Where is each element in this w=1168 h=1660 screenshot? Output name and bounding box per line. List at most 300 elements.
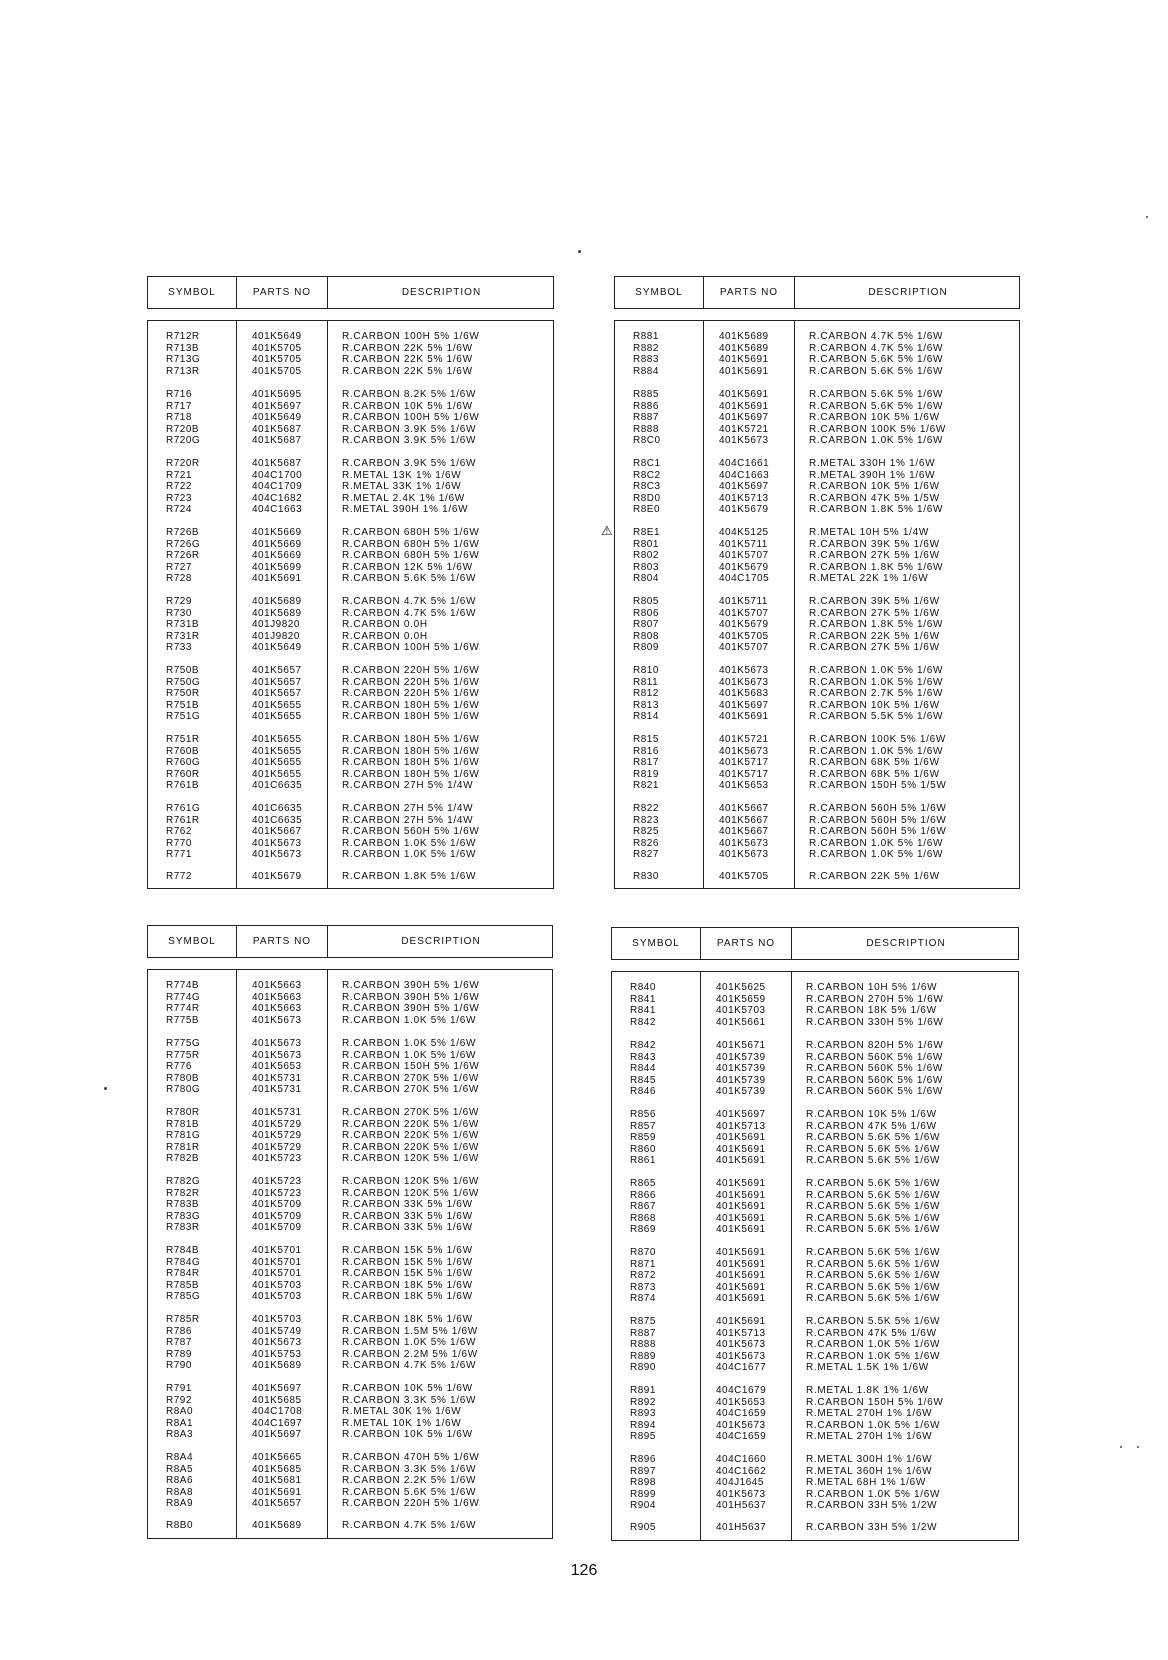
- table-cell-symbol: R885: [633, 389, 659, 400]
- table-cell-description: R.CARBON 18K 5% 1/6W: [342, 1279, 473, 1291]
- table-cell-symbol: R810: [633, 665, 659, 676]
- table-cell-parts-no: 401K5649: [252, 642, 302, 654]
- table-cell-description: R.CARBON 1.0K 5% 1/6W: [809, 745, 944, 757]
- table-row: [148, 711, 553, 723]
- table-row: [615, 562, 1019, 574]
- table-cell-description: R.CARBON 270H 5% 1/6W: [806, 993, 944, 1005]
- table-row: [615, 849, 1019, 861]
- table-cell-description: R.CARBON 5.5K 5% 1/6W: [806, 1316, 941, 1327]
- table-cell-parts-no: 401K5691: [716, 1155, 766, 1167]
- table-row: [148, 631, 553, 643]
- table-row: [148, 366, 553, 378]
- table-row: [148, 424, 553, 436]
- table-cell-symbol: R816: [633, 745, 659, 757]
- table-cell-parts-no: 401K5691: [719, 400, 769, 412]
- table-row: [148, 769, 553, 781]
- table-cell-parts-no: 401K5685: [252, 1463, 302, 1475]
- table-cell-description: R.CARBON 560K 5% 1/6W: [806, 1063, 943, 1075]
- table-row: [148, 1418, 552, 1430]
- table-cell-symbol: R785R: [166, 1314, 200, 1325]
- table-cell-symbol: R717: [166, 400, 192, 412]
- table-cell-description: R.CARBON 180H 5% 1/6W: [342, 699, 480, 711]
- table-cell-parts-no: 401K5657: [252, 1498, 302, 1510]
- table-cell-parts-no: 401K5697: [716, 1109, 766, 1120]
- table-cell-symbol: R884: [633, 365, 659, 377]
- table-cell-description: R.CARBON 27K 5% 1/6W: [809, 607, 940, 619]
- table-row: [612, 1155, 1018, 1167]
- table-cell-symbol: R726B: [166, 527, 200, 538]
- table-cell-description: R.METAL 13K 1% 1/6W: [342, 469, 462, 481]
- table-cell-description: R.CARBON 3.9K 5% 1/6W: [342, 423, 477, 435]
- table-cell-description: R.CARBON 5.6K 5% 1/6W: [806, 1189, 941, 1201]
- table-cell-description: R.CARBON 3.3K 5% 1/6W: [342, 1463, 477, 1475]
- table-cell-symbol: R819: [633, 768, 659, 780]
- table-row: [148, 1349, 552, 1361]
- table-cell-symbol: R8B0: [166, 1520, 194, 1531]
- table-row: [612, 1270, 1018, 1282]
- header-symbol: SYMBOL: [168, 936, 216, 947]
- table-row: [148, 435, 553, 447]
- table-cell-description: R.CARBON 5.5K 5% 1/6W: [809, 711, 944, 723]
- table-cell-parts-no: 401K5673: [716, 1350, 766, 1362]
- table-cell-symbol: R894: [630, 1419, 656, 1431]
- table-header: [611, 927, 1019, 960]
- table-cell-symbol: R726R: [166, 550, 200, 562]
- table-row: [612, 1178, 1018, 1190]
- table-row: [148, 1061, 552, 1073]
- table-cell-symbol: R857: [630, 1120, 656, 1132]
- table-row: [148, 642, 553, 654]
- table-row: [148, 619, 553, 631]
- table-cell-description: R.CARBON 33K 5% 1/6W: [342, 1199, 473, 1211]
- table-cell-symbol: R784B: [166, 1245, 200, 1256]
- header-parts-no: PARTS NO: [703, 277, 794, 308]
- table-cell-symbol: R802: [633, 550, 659, 562]
- table-cell-description: R.CARBON 180H 5% 1/6W: [342, 734, 480, 745]
- table-row: [615, 401, 1019, 413]
- table-cell-symbol: R826: [633, 837, 659, 849]
- table-cell-description: R.METAL 330H 1% 1/6W: [809, 458, 936, 469]
- table-row: [148, 1326, 552, 1338]
- table-cell-symbol: R840: [630, 982, 656, 993]
- table-cell-parts-no: 401K5729: [252, 1141, 302, 1153]
- table-row: [148, 1487, 552, 1499]
- table-row: [148, 401, 553, 413]
- table-cell-parts-no: 401K5721: [719, 423, 769, 435]
- table-cell-description: R.CARBON 150H 5% 1/6W: [806, 1396, 944, 1408]
- table-row: [612, 1500, 1018, 1512]
- table-cell-description: R.CARBON 220K 5% 1/6W: [342, 1141, 479, 1153]
- table-cell-parts-no: 401K5691: [716, 1258, 766, 1270]
- table-cell-parts-no: 401K5681: [252, 1475, 302, 1487]
- table-cell-parts-no: 401K5667: [719, 826, 769, 838]
- table-cell-parts-no: 401K5679: [719, 561, 769, 573]
- table-cell-description: R.CARBON 18K 5% 1/6W: [342, 1314, 473, 1325]
- table-cell-symbol: R8D0: [633, 492, 661, 504]
- table-cell-symbol: R784G: [166, 1256, 201, 1268]
- table-cell-symbol: R783B: [166, 1199, 200, 1211]
- table-row: [148, 331, 553, 343]
- table-body: [601, 320, 1020, 889]
- table-cell-parts-no: 401K5691: [252, 1486, 302, 1498]
- table-cell-description: R.CARBON 10K 5% 1/6W: [809, 699, 940, 711]
- table-cell-symbol: R865: [630, 1178, 656, 1189]
- table-header: [147, 925, 553, 958]
- table-cell-description: R.CARBON 10K 5% 1/6W: [809, 481, 940, 493]
- table-cell-symbol: R726G: [166, 538, 201, 550]
- table-cell-symbol: R895: [630, 1431, 656, 1443]
- table-cell-parts-no: 401K5657: [252, 665, 302, 676]
- table-cell-symbol: R890: [630, 1362, 656, 1374]
- table-row: [148, 354, 553, 366]
- table-cell-parts-no: 401K5723: [252, 1187, 302, 1199]
- table-cell-description: R.CARBON 820H 5% 1/6W: [806, 1040, 944, 1051]
- table-cell-description: R.CARBON 1.0K 5% 1/6W: [342, 849, 477, 861]
- table-cell-parts-no: 401H5637: [716, 1522, 767, 1533]
- table-cell-parts-no: 404C1662: [716, 1465, 767, 1477]
- table-row: [615, 481, 1019, 493]
- table-row: [148, 1498, 552, 1510]
- table-cell-symbol: R897: [630, 1465, 656, 1477]
- table-row: [615, 539, 1019, 551]
- table-cell-parts-no: 401K5673: [252, 837, 302, 849]
- table-cell-symbol: R843: [630, 1051, 656, 1063]
- table-cell-description: R.CARBON 27H 5% 1/4W: [342, 803, 474, 814]
- table-cell-parts-no: 401K5739: [716, 1086, 766, 1098]
- table-cell-parts-no: 401K5701: [252, 1245, 302, 1256]
- table-cell-symbol: R780B: [166, 1072, 200, 1084]
- table-cell-symbol: R783G: [166, 1210, 201, 1222]
- table-cell-parts-no: 401K5729: [252, 1118, 302, 1130]
- table-cell-description: R.CARBON 47K 5% 1/6W: [806, 1120, 937, 1132]
- table-cell-symbol: R781B: [166, 1118, 200, 1130]
- table-cell-symbol: R729: [166, 596, 192, 607]
- table-cell-description: R.CARBON 2.2K 5% 1/6W: [342, 1475, 477, 1487]
- table-cell-symbol: R8A1: [166, 1417, 194, 1429]
- table-cell-symbol: R8C2: [633, 469, 661, 481]
- table-cell-parts-no: 401K5659: [716, 993, 766, 1005]
- table-cell-description: R.METAL 300H 1% 1/6W: [806, 1454, 933, 1465]
- table-cell-description: R.CARBON 5.6K 5% 1/6W: [806, 1178, 941, 1189]
- table-cell-description: R.CARBON 220H 5% 1/6W: [342, 665, 480, 676]
- table-row: [148, 1520, 552, 1532]
- table-cell-symbol: R871: [630, 1258, 656, 1270]
- table-cell-description: R.CARBON 390H 5% 1/6W: [342, 991, 480, 1003]
- table-cell-parts-no: 401K5691: [719, 354, 769, 366]
- table-cell-parts-no: 401K5705: [252, 342, 302, 354]
- table-cell-symbol: R775R: [166, 1049, 200, 1061]
- table-cell-parts-no: 401K5691: [716, 1212, 766, 1224]
- table-cell-symbol: R760G: [166, 757, 201, 769]
- table-cell-description: R.CARBON 1.0K 5% 1/6W: [342, 1014, 477, 1026]
- table-cell-symbol: R804: [633, 573, 659, 585]
- table-cell-description: R.CARBON 270K 5% 1/6W: [342, 1107, 479, 1118]
- table-row: [612, 1282, 1018, 1294]
- table-cell-description: R.CARBON 220K 5% 1/6W: [342, 1118, 479, 1130]
- table-cell-parts-no: 401K5671: [716, 1040, 766, 1051]
- table-row: [148, 1257, 552, 1269]
- table-cell-parts-no: 401K5687: [252, 435, 302, 447]
- table-cell-description: R.CARBON 5.6K 5% 1/6W: [806, 1247, 941, 1258]
- table-cell-symbol: R893: [630, 1408, 656, 1420]
- table-row: [148, 493, 553, 505]
- table-row: [615, 608, 1019, 620]
- table-cell-description: R.CARBON 100K 5% 1/6W: [809, 423, 946, 435]
- table-cell-parts-no: 404C1661: [719, 458, 770, 469]
- table-cell-symbol: R882: [633, 342, 659, 354]
- table-cell-description: R.CARBON 0.0H: [342, 619, 428, 631]
- table-cell-description: R.CARBON 220K 5% 1/6W: [342, 1130, 479, 1142]
- table-body: [611, 971, 1019, 1541]
- table-cell-description: R.CARBON 5.6K 5% 1/6W: [809, 354, 944, 366]
- table-cell-description: R.CARBON 270K 5% 1/6W: [342, 1072, 479, 1084]
- table-cell-symbol: R783R: [166, 1222, 200, 1234]
- table-cell-description: R.CARBON 120K 5% 1/6W: [342, 1153, 479, 1165]
- table-cell-parts-no: 401K5667: [719, 803, 769, 814]
- table-cell-parts-no: 401K5691: [716, 1132, 766, 1144]
- table-cell-parts-no: 401K5697: [719, 412, 769, 424]
- table-cell-description: R.CARBON 560H 5% 1/6W: [342, 826, 480, 838]
- table-cell-symbol: R761G: [166, 803, 201, 814]
- table-cell-parts-no: 401K5691: [716, 1281, 766, 1293]
- table-row: [612, 1316, 1018, 1328]
- table-row: [612, 1466, 1018, 1478]
- table-cell-description: R.CARBON 0.0H: [342, 630, 428, 642]
- table-cell-symbol: R751B: [166, 699, 200, 711]
- table-cell-parts-no: 401K5717: [719, 757, 769, 769]
- table-row: [612, 1086, 1018, 1098]
- table-cell-symbol: R723: [166, 492, 192, 504]
- table-cell-parts-no: 401K5665: [252, 1452, 302, 1463]
- table-row: [612, 1522, 1018, 1534]
- table-cell-symbol: R781R: [166, 1141, 200, 1153]
- table-cell-description: R.CARBON 18K 5% 1/6W: [342, 1291, 473, 1303]
- table-row: [148, 871, 553, 883]
- table-cell-parts-no: 401J9820: [252, 619, 300, 631]
- table-cell-symbol: R760B: [166, 745, 200, 757]
- table-cell-parts-no: 401K5705: [252, 354, 302, 366]
- table-cell-description: R.CARBON 560K 5% 1/6W: [806, 1074, 943, 1086]
- table-cell-parts-no: 401K5679: [719, 619, 769, 631]
- table-cell-symbol: R887: [630, 1327, 656, 1339]
- table-cell-description: R.CARBON 10K 5% 1/6W: [342, 1429, 473, 1441]
- table-cell-parts-no: 401K5691: [719, 711, 769, 723]
- table-row: [148, 608, 553, 620]
- table-cell-description: R.METAL 270H 1% 1/6W: [806, 1408, 933, 1420]
- table-cell-description: R.CARBON 27H 5% 1/4W: [342, 780, 474, 792]
- table-cell-parts-no: 404C1663: [252, 504, 303, 516]
- table-cell-symbol: R750B: [166, 665, 200, 676]
- table-row: [148, 826, 553, 838]
- table-row: [615, 838, 1019, 850]
- header-symbol: SYMBOL: [168, 287, 216, 298]
- table-cell-description: R.CARBON 5.6K 5% 1/6W: [342, 1486, 477, 1498]
- table-row: [148, 343, 553, 355]
- table-cell-description: R.CARBON 22K 5% 1/6W: [342, 365, 473, 377]
- table-row: [612, 1328, 1018, 1340]
- table-cell-parts-no: 404C1709: [252, 481, 303, 493]
- table-cell-parts-no: 401K5691: [719, 389, 769, 400]
- table-cell-parts-no: 404C1700: [252, 469, 303, 481]
- table-cell-symbol: R898: [630, 1477, 656, 1489]
- table-cell-symbol: R762: [166, 826, 192, 838]
- table-row: [615, 331, 1019, 343]
- table-cell-description: R.CARBON 5.6K 5% 1/6W: [806, 1258, 941, 1270]
- table-cell-symbol: R866: [630, 1189, 656, 1201]
- table-cell-symbol: R727: [166, 561, 192, 573]
- table-cell-symbol: R716: [166, 389, 192, 400]
- table-row: [148, 746, 553, 758]
- header-description: DESCRIPTION: [791, 928, 1020, 959]
- table-cell-symbol: R760R: [166, 768, 200, 780]
- table-cell-description: R.CARBON 5.6K 5% 1/6W: [806, 1132, 941, 1144]
- table-cell-parts-no: 401K5689: [719, 342, 769, 354]
- table-cell-description: R.CARBON 27K 5% 1/6W: [809, 550, 940, 562]
- table-cell-symbol: R842: [630, 1040, 656, 1051]
- table-cell-parts-no: 401K5691: [716, 1247, 766, 1258]
- table-cell-symbol: R867: [630, 1201, 656, 1213]
- table-cell-parts-no: 401K5701: [252, 1256, 302, 1268]
- table-row: [148, 1291, 552, 1303]
- table-row: [615, 493, 1019, 505]
- table-cell-parts-no: 401K5703: [252, 1279, 302, 1291]
- table-cell-symbol: R772: [166, 871, 192, 882]
- table-row: [148, 1222, 552, 1234]
- table-row: [148, 1107, 552, 1119]
- table-cell-parts-no: 401K5669: [252, 527, 302, 538]
- table-cell-description: R.METAL 68H 1% 1/6W: [806, 1477, 926, 1489]
- table-cell-description: R.METAL 1.8K 1% 1/6W: [806, 1385, 929, 1396]
- table-cell-symbol: R896: [630, 1454, 656, 1465]
- table-cell-parts-no: 401K5703: [252, 1314, 302, 1325]
- table-cell-parts-no: 401K5711: [719, 596, 768, 607]
- table-cell-description: R.CARBON 1.0K 5% 1/6W: [809, 837, 944, 849]
- table-cell-symbol: R8A4: [166, 1452, 194, 1463]
- table-cell-parts-no: 401K5699: [252, 561, 302, 573]
- table-cell-description: R.METAL 390H 1% 1/6W: [809, 469, 936, 481]
- table-cell-symbol: R780R: [166, 1107, 200, 1118]
- table-cell-symbol: R830: [633, 871, 659, 882]
- table-cell-parts-no: 401K5673: [719, 745, 769, 757]
- table-row: [615, 354, 1019, 366]
- table-cell-parts-no: 401K5663: [252, 980, 302, 991]
- table-row: [148, 838, 553, 850]
- table-cell-symbol: R812: [633, 688, 659, 700]
- table-row: [612, 1408, 1018, 1420]
- table-cell-parts-no: 401K5713: [719, 492, 769, 504]
- table-cell-parts-no: 401K5717: [719, 768, 769, 780]
- table-cell-description: R.CARBON 5.6K 5% 1/6W: [809, 400, 944, 412]
- table-cell-symbol: R720B: [166, 423, 200, 435]
- table-cell-description: R.CARBON 1.8K 5% 1/6W: [809, 619, 944, 631]
- table-cell-description: R.METAL 390H 1% 1/6W: [342, 504, 469, 516]
- table-row: [148, 1395, 552, 1407]
- table-cell-description: R.CARBON 4.7K 5% 1/6W: [342, 1360, 477, 1372]
- table-row: [615, 746, 1019, 758]
- table-row: [148, 1337, 552, 1349]
- table-cell-description: R.CARBON 15K 5% 1/6W: [342, 1245, 473, 1256]
- table-cell-parts-no: 401K5691: [716, 1201, 766, 1213]
- table-row: [612, 1075, 1018, 1087]
- table-cell-description: R.CARBON 1.0K 5% 1/6W: [809, 849, 944, 861]
- table-cell-symbol: R724: [166, 504, 192, 516]
- table-cell-description: R.METAL 10K 1% 1/6W: [342, 1417, 462, 1429]
- table-row: [612, 1201, 1018, 1213]
- table-cell-parts-no: 401K5673: [716, 1339, 766, 1351]
- table-row: [148, 1119, 552, 1131]
- table-cell-description: R.METAL 10H 5% 1/4W: [809, 527, 929, 538]
- table-cell-symbol: R8A9: [166, 1498, 194, 1510]
- table-cell-parts-no: 401K5731: [252, 1107, 302, 1118]
- table-cell-description: R.CARBON 4.7K 5% 1/6W: [342, 607, 477, 619]
- table-cell-parts-no: 401K5673: [252, 1014, 302, 1026]
- table-cell-description: R.CARBON 3.9K 5% 1/6W: [342, 458, 477, 469]
- table-cell-symbol: R774R: [166, 1003, 200, 1015]
- table-cell-symbol: R883: [633, 354, 659, 366]
- table-cell-parts-no: 401K5673: [252, 1049, 302, 1061]
- table-cell-symbol: R761R: [166, 814, 200, 826]
- table-cell-symbol: R776: [166, 1061, 192, 1073]
- table-cell-description: R.CARBON 39K 5% 1/6W: [809, 538, 940, 550]
- table-row: [612, 994, 1018, 1006]
- table-row: [615, 711, 1019, 723]
- table-cell-symbol: R881: [633, 331, 659, 342]
- table-cell-symbol: R860: [630, 1143, 656, 1155]
- table-cell-symbol: R721: [166, 469, 192, 481]
- table-cell-symbol: R874: [630, 1293, 656, 1305]
- table-cell-symbol: R8A0: [166, 1406, 194, 1418]
- header-parts-no: PARTS NO: [700, 928, 791, 959]
- table-cell-description: R.CARBON 27K 5% 1/6W: [809, 642, 940, 654]
- table-row: [148, 1038, 552, 1050]
- table-cell-parts-no: 401K5683: [719, 688, 769, 700]
- table-row: [148, 1406, 552, 1418]
- table-cell-parts-no: 401K5705: [719, 630, 769, 642]
- safety-warning-icon: ⚠: [601, 523, 613, 538]
- table-cell-symbol: R770: [166, 837, 192, 849]
- table-cell-symbol: R790: [166, 1360, 192, 1372]
- table-cell-parts-no: 401K5655: [252, 768, 302, 780]
- table-cell-symbol: R713B: [166, 342, 200, 354]
- table-row: [612, 1040, 1018, 1052]
- table-row: [148, 734, 553, 746]
- table-cell-symbol: R751R: [166, 734, 200, 745]
- table-row: [612, 1247, 1018, 1259]
- table-row: [615, 757, 1019, 769]
- table-row: [615, 780, 1019, 792]
- table-cell-symbol: R803: [633, 561, 659, 573]
- table-row: [615, 573, 1019, 585]
- table-cell-description: R.CARBON 560H 5% 1/6W: [809, 826, 947, 838]
- table-cell-description: R.CARBON 68K 5% 1/6W: [809, 768, 940, 780]
- page-number: 126: [570, 1562, 598, 1579]
- table-cell-symbol: R801: [633, 538, 659, 550]
- table-row: [148, 1314, 552, 1326]
- table-cell-description: R.CARBON 330H 5% 1/6W: [806, 1016, 944, 1028]
- table-cell-parts-no: 401K5655: [252, 757, 302, 769]
- table-row: [148, 1245, 552, 1257]
- table-cell-symbol: R859: [630, 1132, 656, 1144]
- table-cell-symbol: R905: [630, 1522, 656, 1533]
- table-cell-symbol: R817: [633, 757, 659, 769]
- table-cell-parts-no: 401K5697: [719, 481, 769, 493]
- table-cell-symbol: R713R: [166, 365, 200, 377]
- table-cell-description: R.CARBON 270K 5% 1/6W: [342, 1084, 479, 1096]
- table-cell-parts-no: 401K5723: [252, 1153, 302, 1165]
- table-cell-parts-no: 401K5707: [719, 550, 769, 562]
- table-cell-parts-no: 401K5687: [252, 458, 302, 469]
- table-cell-symbol: R733: [166, 642, 192, 654]
